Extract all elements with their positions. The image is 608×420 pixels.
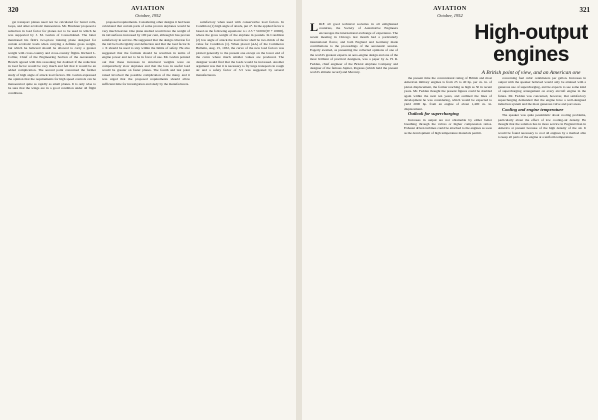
section-heading-supercharging: Outlook for supercharging bbox=[408, 111, 459, 117]
article-headline-block bbox=[472, 22, 590, 76]
right-column-2 bbox=[404, 76, 492, 416]
left-page-number: 320 bbox=[8, 6, 19, 14]
left-column-3 bbox=[196, 20, 284, 416]
right-column-3 bbox=[498, 76, 586, 416]
left-col2-text: proposed requirements. Considering other designs it had been calculated that certain parts of some proven airplanes would be very much heavier. One plane studied would have the weight of its tail surfaces increased by 100 per cent, although it has proven satisfactory in service. He suggested that the design criterion for the tail be both rigidity and deflection and that the load factor K = X should be used to stay within the limits of safety. He also suggested that the formula should be rewritten in terms of engine power and not to be in favor of use. Mr. Gwinn pointed out that these increases in structural weights were on comparatively slow airplanes and that the loss in useful load would be greater on faster planes. The fourth and last point raised involved the possible complication of the many, and it was urged that the proposed requirements should allow sufficient time for investigation and study by the manufacturers. bbox=[102, 20, 190, 86]
left-col3-text: satisfactory when used with conservative load factors. In Condition (1) high angle of attack, put a*. In the applied factor n based on the following equations: n = 2.5 + 51000/(W + 10000), where the gross weight of the airplane in pounds. In Condition (2) low angle of attack the load factor shall be two-thirds of the value for Condition (1). When placed (AA) of the Commerce Bulletin, Aug. 15, 1932, the curve of the new load factors was plotted generally to the present one except on the lower end of the curve where much smaller values are produced. The designer would find that the loads would be increased. Another argument was that it is necessary to fly large transports in rough air and a safety factor of 3.5 was suggested by several manufacturers. bbox=[196, 20, 284, 77]
article-subtitle: A British point of view, and an American one bbox=[481, 70, 581, 76]
left-magazine-name: AVIATION bbox=[131, 6, 165, 12]
article-title: High-output engines bbox=[474, 21, 588, 66]
left-issue-date: October, 1952 bbox=[135, 13, 161, 18]
left-col1-text: get transport planes need not be calculated for barrel rolls, loops, and other acrobatic manoeuvres. Mr. Bruckner proposed a reduction in load factor for planes not to be used in which he was supported by J. M. Gwinn of Consolidated. The latter mentioned his firm's two-place training plane designed for certain acrobatic loads when carrying a definite gross weight, but which he believed should be allowed to carry a greater weight with cross-country and cross-country flights. Richard L. Collier, Chief of the Engineering Section of the Aeronautics Branch agreed with this reasoning but doubted if the reduction in load factor would be very much and felt that it would be an added complication. The second point concerned the further study of high angle of attack load factors. Mr. Gwinn expressed the opinion that the requirements for high speed controls can be manoeuvred quite as rapidly as small planes. It is only wise to be sure that the wings are in a good condition under all flight conditions. bbox=[8, 20, 96, 95]
left-columns bbox=[8, 20, 288, 416]
drop-cap: L bbox=[310, 22, 319, 34]
right-col2-text: the present time the conventional rating of British and most American military engines is from 25 to 40 hp. per cu. in. of piston displacement, the former reaching as high as 50 in recent years. Mr. Fedden thought the present figures could be doubled again within the next ten years, and outlined the lines of development he was considering, which would be expected to yield 2000 hp. from an engine of about 1,400 cu. in. displacement. bbox=[404, 76, 492, 111]
right-issue-date: October, 1952 bbox=[437, 13, 463, 18]
right-page-number: 321 bbox=[579, 6, 590, 14]
left-running-head bbox=[0, 4, 296, 18]
right-col2b-text: Increases in output are not obtainable by either better breathing through the valves or higher compression ratios. Exhaust driven turbines could be attached to the engines as soon as the development of high temperature materials permit. bbox=[404, 117, 492, 135]
right-column-1 bbox=[310, 22, 398, 416]
right-magazine-name: AVIATION bbox=[433, 6, 467, 12]
section-heading-cooling: Cooling and engine temperature bbox=[502, 106, 564, 112]
right-col3b-text: The speaker was quite pessimistic about cooling problems, particularly about the effect of low cooling-air density. He thought that the solution lies in more service in England than in America at present because of the high density of the air. It would be found necessary to cool all engines by a method able to keep all parts of the engine at a uniform temperature. bbox=[498, 113, 586, 140]
right-col3-text: concerning fuel cubic centimeters per gallon. Increases in output with the speaker believed would only be attained with a generous use of supercharging, and he expects to see some kind of supercharging arrangement on every aircraft engine in the future. Mr. Fedden was concerned, however, that satisfactory supercharging demanded that the engine have a well-designed induction system and the most generous valve and port areas. bbox=[498, 76, 586, 107]
right-page bbox=[302, 0, 598, 420]
left-column-1 bbox=[8, 20, 96, 416]
right-running-head bbox=[302, 4, 598, 18]
right-col1-para bbox=[310, 22, 398, 75]
right-col1-text: IKE all good technical societies in all enlightened countries, the Society of Automotive Engineers encourages the international exchange of experience. The recent meeting in Chicago last month had a particularly international flavor, and both England and Germany made contributions to the proceedings of the aeronautic session. Eagerly awaited, as presenting the collected opinions of one of the world's greatest experts on aero-engine design and one of the most brilliant of practical designers, was a paper by A. H. R. Fedden, chief engineer of the Bristol Airplane Company and designer of the famous Jupiter, Pegasus (which held the present world's altitude record) and Mercury. bbox=[310, 22, 398, 75]
left-page bbox=[0, 0, 297, 420]
left-column-2 bbox=[102, 20, 190, 416]
